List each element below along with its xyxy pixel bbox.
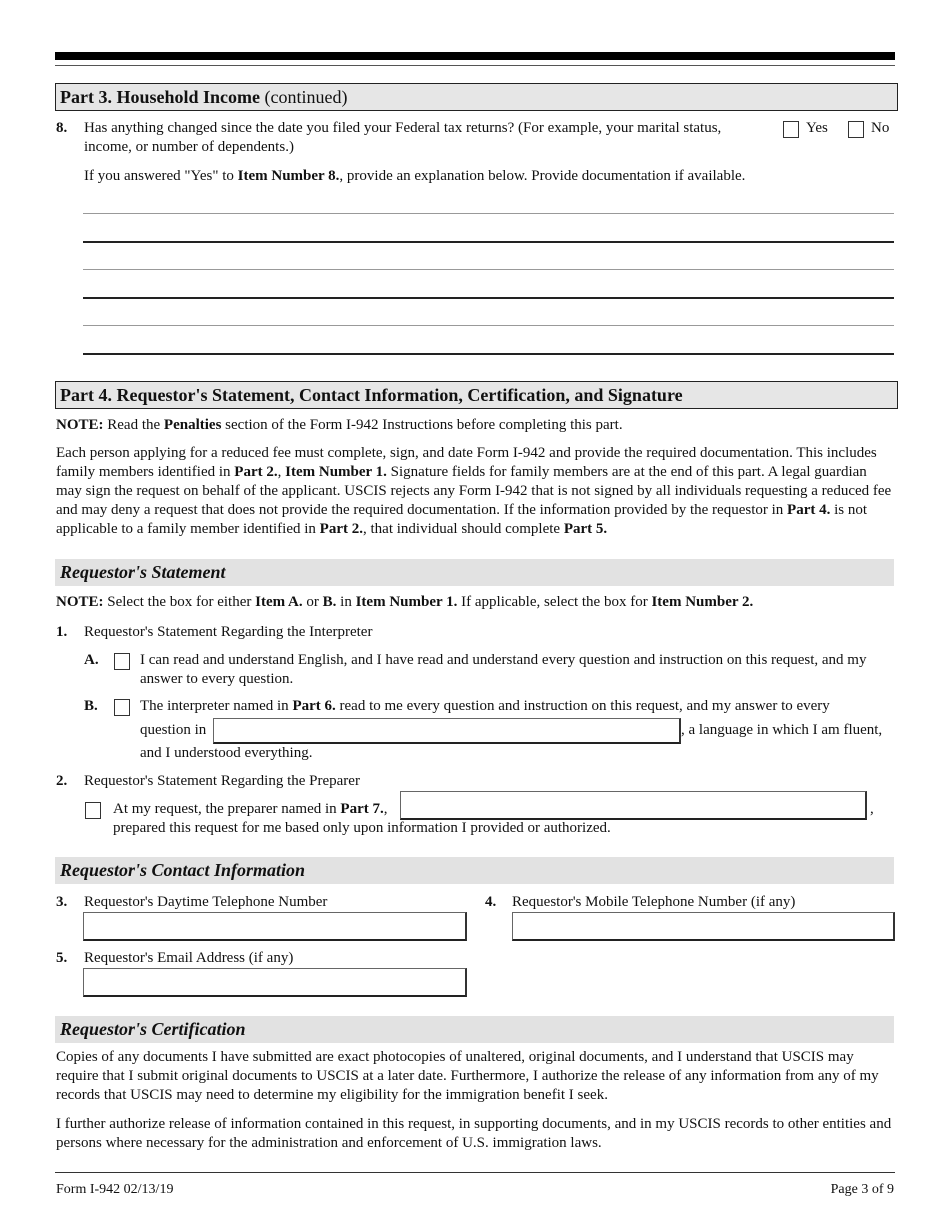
item2-comma: , xyxy=(870,801,874,817)
text-segment: is not applicable to a family member identified in xyxy=(56,502,868,537)
part4-note xyxy=(56,416,623,435)
item1a-checkbox[interactable] xyxy=(114,653,130,670)
text-segment: Read the xyxy=(103,417,164,433)
explanation-line[interactable] xyxy=(83,297,894,299)
item2-label: Requestor's Statement Regarding the Preparer xyxy=(84,773,360,789)
part3-title-suffix: (continued) xyxy=(260,87,348,107)
q3-label: Requestor's Daytime Telephone Number xyxy=(84,894,328,910)
interpreter-language-input[interactable] xyxy=(213,718,681,744)
requestor-statement-heading: Requestor's Statement xyxy=(55,559,894,586)
text-segment: At my request, the preparer named in xyxy=(113,801,341,817)
explanation-line[interactable] xyxy=(83,325,894,326)
q8-no-checkbox[interactable] xyxy=(848,121,864,138)
bold-text-segment: Part 2. xyxy=(234,464,278,480)
part4-header xyxy=(55,381,898,409)
text-segment: section of the Form I-942 Instructions before completing this part. xyxy=(221,417,623,433)
q8-yes-checkbox[interactable] xyxy=(783,121,799,138)
bold-text-segment: Part 6. xyxy=(292,698,336,714)
daytime-phone-input[interactable] xyxy=(83,912,467,941)
item2-number: 2. xyxy=(56,773,68,789)
bold-text-segment: Item Number 8. xyxy=(237,168,340,184)
q8-question-line1: Has anything changed since the date you filed your Federal tax returns? (For example, your marital status, xyxy=(84,120,722,136)
text-segment: Select the box for either xyxy=(103,594,256,610)
item2-checkbox[interactable] xyxy=(85,802,101,819)
text-segment: If applicable, select the box for xyxy=(457,594,652,610)
explanation-line[interactable] xyxy=(83,269,894,270)
requestor-contact-heading: Requestor's Contact Information xyxy=(55,857,894,884)
bold-text-segment: Item Number 2. xyxy=(651,594,754,610)
part3-title: Part 3. Household Income xyxy=(60,87,260,107)
statement-note xyxy=(56,593,753,612)
certification-para1: Copies of any documents I have submitted are exact photocopies of unaltered, original documents, and I understand that USCIS may require that I submit original documents to USCIS at a later date. Furthermore, I authorize the release of any information from any of my records that USCIS may need to determine my eligibility for the immigration benefit I seek. xyxy=(56,1049,879,1103)
q8-yes-label: Yes xyxy=(806,120,828,136)
item1b-line1 xyxy=(140,697,830,716)
bold-text-segment: B. xyxy=(322,594,337,610)
certification-para2: I further authorize release of information contained in this request, in supporting documents, and in my USCIS records to other entities and persons where necessary for the administration and enforcement of U.S. immigration laws. xyxy=(56,1116,892,1151)
bold-text-segment: Part 2. xyxy=(319,521,363,537)
email-input[interactable] xyxy=(83,968,467,997)
text-segment: Each person applying for a reduced fee must complete, sign, and date Form I-942 and provide the required documentation. This includes family members identified in xyxy=(56,445,877,480)
item1b-question-in: question in xyxy=(140,722,207,738)
text-segment: or xyxy=(302,594,323,610)
footer-form-id: Form I-942 02/13/19 xyxy=(56,1182,174,1197)
text-segment: The interpreter named in xyxy=(140,698,293,714)
item1b-letter: B. xyxy=(84,698,98,714)
text-segment: , provide an explanation below. Provide documentation if available. xyxy=(339,168,746,184)
item1b-checkbox[interactable] xyxy=(114,699,130,716)
mobile-phone-input[interactable] xyxy=(512,912,895,941)
q5-label: Requestor's Email Address (if any) xyxy=(84,950,294,966)
bold-text-segment: Part 7. xyxy=(340,801,384,817)
text-segment: , xyxy=(383,801,388,817)
q8-no-label: No xyxy=(871,120,890,136)
top-thin-rule xyxy=(55,65,895,66)
item1a-line1: I can read and understand English, and I have read and understand every question and instruction on this request, and my xyxy=(140,652,867,668)
item1-number: 1. xyxy=(56,624,68,640)
item2-line2: prepared this request for me based only upon information I provided or authorized. xyxy=(113,820,611,836)
text-segment: Signature fields for family members are at the end of this part. A legal guardian may sign the request on behalf of the applicant. USCIS rejects any Form I-942 that is not signed by all individuals requesting a reduced fee and may deny a request that does not provide the required documentation. If the information provided by the requestor in xyxy=(56,464,892,518)
requestor-certification-heading: Requestor's Certification xyxy=(55,1016,894,1043)
part4-title: Part 4. Requestor's Statement, Contact Information, Certification, and Signature xyxy=(60,385,683,405)
q5-number: 5. xyxy=(56,950,68,966)
q4-number: 4. xyxy=(485,894,497,910)
bold-text-segment: NOTE: xyxy=(56,417,104,433)
explanation-line[interactable] xyxy=(83,241,894,243)
footer-rule xyxy=(55,1172,895,1173)
item2-line1 xyxy=(113,800,388,819)
q8-number: 8. xyxy=(56,120,68,136)
text-segment: , that individual should complete xyxy=(363,521,564,537)
text-segment: If you answered "Yes" to xyxy=(84,168,238,184)
text-segment: read to me every question and instruction on this request, and my answer to every xyxy=(335,698,830,714)
item1a-letter: A. xyxy=(84,652,99,668)
bold-text-segment: Item Number 1. xyxy=(355,594,458,610)
q4-label: Requestor's Mobile Telephone Number (if any) xyxy=(512,894,796,910)
bold-text-segment: Item Number 1. xyxy=(285,464,387,480)
footer-page-number: Page 3 of 9 xyxy=(830,1182,894,1197)
bold-text-segment: NOTE: xyxy=(56,594,104,610)
text-segment: , xyxy=(277,464,286,480)
bold-text-segment: Penalties xyxy=(163,417,222,433)
explanation-line[interactable] xyxy=(83,353,894,355)
q3-number: 3. xyxy=(56,894,68,910)
item1b-line3: and I understood everything. xyxy=(140,745,313,761)
bold-text-segment: Part 5. xyxy=(563,521,608,537)
item1-label: Requestor's Statement Regarding the Interpreter xyxy=(84,624,373,640)
preparer-name-input[interactable] xyxy=(400,791,867,820)
bold-text-segment: Part 4. xyxy=(787,502,831,518)
q8-followup xyxy=(84,167,745,186)
explanation-line[interactable] xyxy=(83,213,894,214)
text-segment: in xyxy=(336,594,356,610)
item1a-line2: answer to every question. xyxy=(140,671,294,687)
item1b-language-suffix: , a language in which I am fluent, xyxy=(681,722,883,738)
q8-question-line2: income, or number of dependents.) xyxy=(84,139,294,155)
part3-header xyxy=(55,83,898,111)
part4-intro xyxy=(56,444,896,539)
top-thick-rule xyxy=(55,52,895,60)
bold-text-segment: Item A. xyxy=(255,594,303,610)
